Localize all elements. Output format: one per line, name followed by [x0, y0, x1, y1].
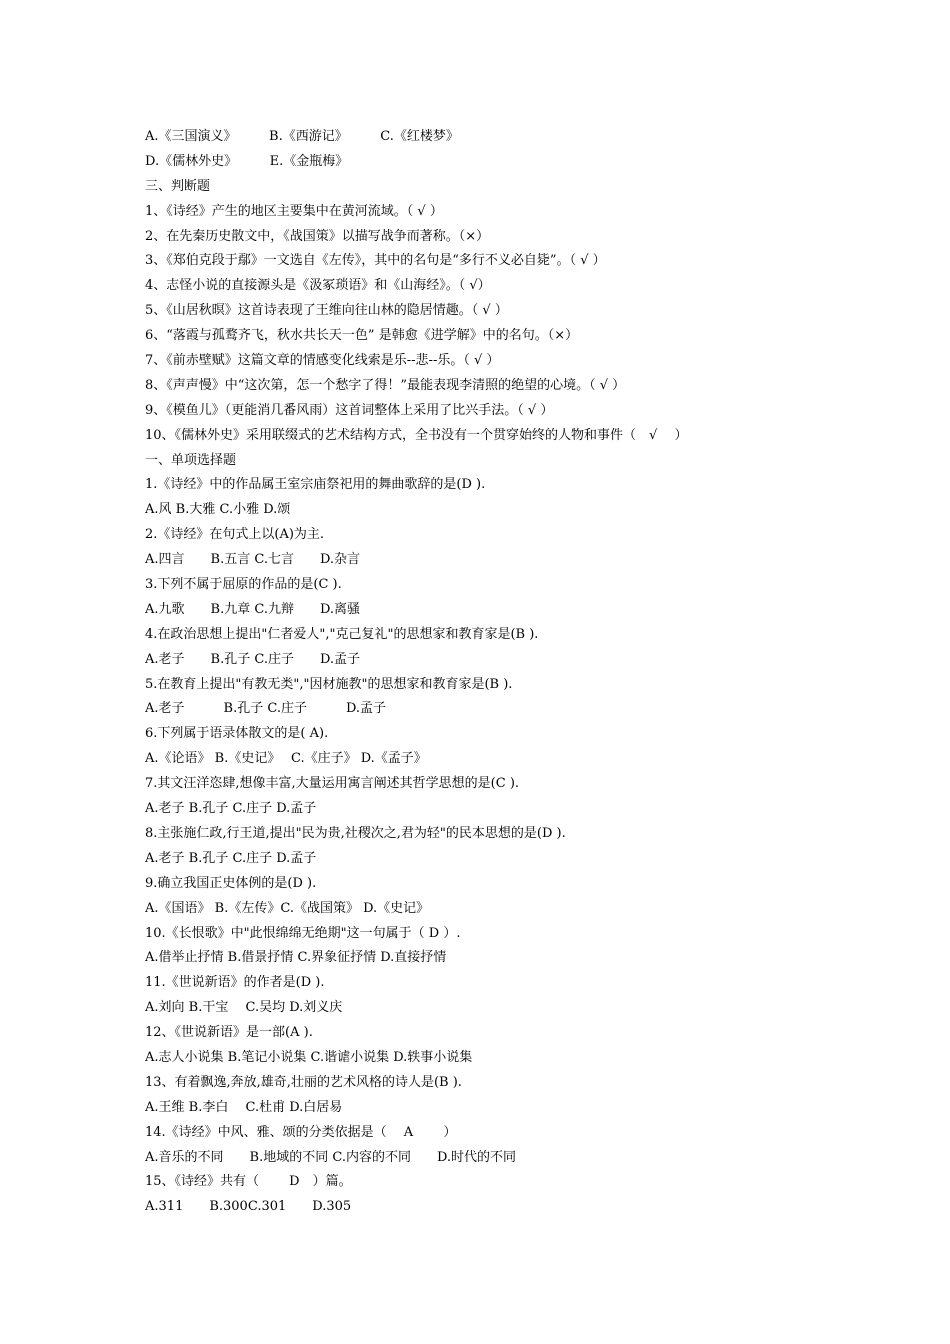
- document-body: [145, 125, 845, 1220]
- option-line: A.四言 B.五言 C.七言 D.杂言: [145, 552, 361, 568]
- question-line: 12、《世说新语》是一部(A ).: [145, 1025, 313, 1041]
- question-line: 8.主张施仁政,行王道,提出"民为贵,社稷次之,君为轻"的民本思想的是(D ).: [145, 825, 566, 841]
- option-line: A.老子 B.孔子 C.庄子 D.孟子: [145, 850, 317, 866]
- judgment-item: 2、在先秦历史散文中，《战国策》以描写战争而著称。（×）: [145, 228, 490, 244]
- judgment-item: 10、《儒林外史》采用联缀式的艺术结构方式，全书没有一个贯穿始终的人物和事件（ √ ）: [145, 427, 688, 443]
- option-line: A.《论语》 B.《史记》 C.《庄子》 D.《孟子》: [145, 751, 427, 767]
- option-line: A.《三国演义》 B.《西游记》 C.《红楼梦》: [145, 129, 459, 144]
- question-line: 7.其文汪洋恣肆,想像丰富,大量运用寓言阐述其哲学思想的是(C ).: [145, 776, 520, 792]
- option-line: A.311 B.300C.301 D.305: [145, 1199, 352, 1215]
- question-line: 4.在政治思想上提出"仁者爱人","克己复礼"的思想家和教育家是(B ).: [145, 626, 539, 642]
- judgment-item: 4、志怪小说的直接源头是《汲冢琐语》和《山海经》。（ √）: [145, 278, 491, 294]
- section-heading-single-choice: 一、单项选择题: [145, 452, 237, 468]
- option-line: A.王维 B.李白 C.杜甫 D.白居易: [145, 1099, 343, 1115]
- question-line: 14.《诗经》中风、雅、颂的分类依据是（ A ）: [145, 1124, 457, 1140]
- option-line: D.《儒林外史》 E.《金瓶梅》: [145, 153, 349, 169]
- section-heading-true-false: 三、判断题: [145, 178, 211, 194]
- judgment-item: 5、《山居秋暝》这首诗表现了王维向往山林的隐居情趣。（ √ ）: [145, 303, 508, 319]
- judgment-item: 7、《前赤壁赋》这篇文章的情感变化线索是乐--悲--乐。（ √ ）: [145, 353, 500, 369]
- question-line: 5.在教育上提出"有教无类","因材施教"的思想家和教育家是(B ).: [145, 676, 513, 692]
- option-line: A.借举止抒情 B.借景抒情 C.界象征抒情 D.直接抒情: [145, 950, 447, 966]
- question-line: 10.《长恨歌》中"此恨绵绵无绝期"这一句属于（ D ）.: [145, 925, 461, 941]
- question-line: 9.确立我国正史体例的是(D ).: [145, 875, 317, 891]
- option-line: A.老子 B.孔子 C.庄子 D.孟子: [145, 801, 317, 817]
- question-line: 11.《世说新语》的作者是(D ).: [145, 975, 325, 991]
- question-line: 6.下列属于语录体散文的是( A).: [145, 726, 329, 742]
- option-line: A.九歌 B.九章 C.九辩 D.离骚: [145, 601, 361, 617]
- question-line: 1.《诗经》中的作品属王室宗庙祭祀用的舞曲歌辞的是(D ).: [145, 477, 486, 493]
- option-line: A.老子 B.孔子 C.庄子 D.孟子: [145, 651, 361, 667]
- option-line: A.风 B.大雅 C.小雅 D.颂: [145, 502, 291, 518]
- option-line: A.音乐的不同 B.地域的不同 C.内容的不同 D.时代的不同: [145, 1149, 517, 1165]
- judgment-item: 8、《声声慢》中“这次第，怎一个愁字了得！”最能表现李清照的绝望的心境。（ √ ）: [145, 377, 626, 393]
- option-line: A.老子 B.孔子 C.庄子 D.孟子: [145, 701, 387, 717]
- judgment-item: 9、《模鱼儿》（更能消几番风雨）这首词整体上采用了比兴手法。（ √ ）: [145, 402, 554, 418]
- option-line: A.志人小说集 B.笔记小说集 C.谐谑小说集 D.轶事小说集: [145, 1049, 473, 1065]
- question-line: 13、有着飘逸,奔放,雄奇,壮丽的艺术风格的诗人是(B ).: [145, 1074, 462, 1090]
- option-line: A.刘向 B.干宝 C.吴均 D.刘义庆: [145, 1000, 343, 1016]
- question-line: 2.《诗经》在句式上以(A)为主.: [145, 527, 325, 543]
- question-line: 3.下列不属于屈原的作品的是(C ).: [145, 577, 342, 593]
- judgment-item: 3、《郑伯克段于鄢》一文选自《左传》，其中的名句是“多行不义必自毙”。（ √ ）: [145, 253, 606, 269]
- judgment-item: 6、“落霞与孤鹜齐飞，秋水共长天一色” 是韩愈《进学解》中的名句。（×）: [145, 328, 579, 344]
- option-line: A.《国语》 B.《左传》C.《战国策》 D.《史记》: [145, 900, 430, 916]
- judgment-item: 1、《诗经》产生的地区主要集中在黄河流域。（ √ ）: [145, 203, 443, 219]
- question-line: 15、《诗经》共有（ D ）篇。: [145, 1174, 352, 1190]
